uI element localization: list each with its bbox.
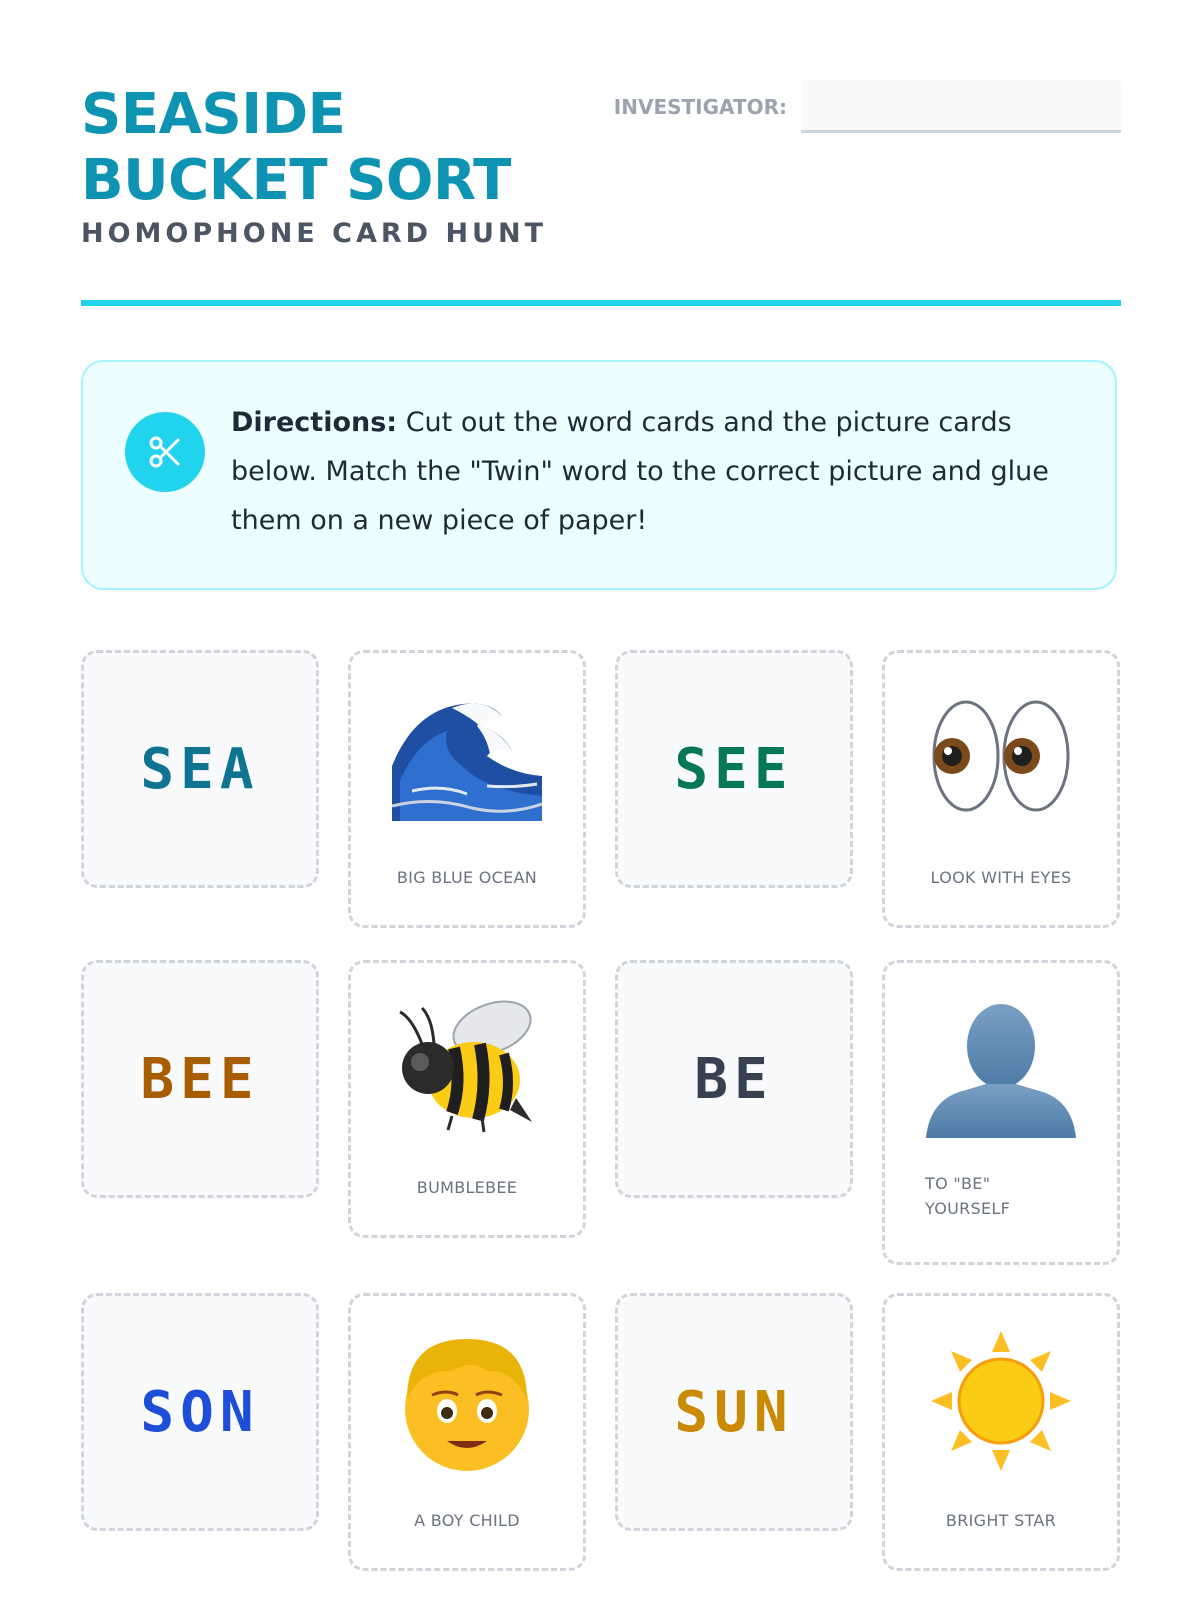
title-line-2: BUCKET SORT bbox=[81, 148, 511, 213]
picture-card-sun[interactable] bbox=[882, 1293, 1120, 1571]
picture-card-caption: BUMBLEBEE bbox=[416, 1178, 518, 1197]
word-card-son[interactable] bbox=[81, 1293, 319, 1531]
header-divider bbox=[81, 300, 1121, 306]
word-card-see[interactable] bbox=[615, 650, 853, 888]
word-card-bee[interactable] bbox=[81, 960, 319, 1198]
caption-line-1: TO "BE" bbox=[925, 1174, 991, 1193]
picture-card-caption bbox=[925, 1171, 1075, 1221]
caption-line-2: YOURSELF bbox=[925, 1199, 1011, 1218]
picture-card-ocean[interactable] bbox=[348, 650, 586, 928]
directions-label: Directions: bbox=[231, 407, 398, 438]
page-title bbox=[81, 82, 511, 214]
picture-card-bee[interactable] bbox=[348, 960, 586, 1238]
eyes-icon bbox=[885, 683, 1117, 833]
word-card-text: SUN bbox=[674, 1379, 794, 1445]
directions-text bbox=[231, 398, 1071, 545]
word-card-sea[interactable] bbox=[81, 650, 319, 888]
boy-icon bbox=[351, 1326, 583, 1476]
word-card-text: BE bbox=[694, 1046, 774, 1112]
investigator-block bbox=[614, 80, 1121, 133]
picture-card-caption: BIG BLUE OCEAN bbox=[396, 868, 538, 887]
picture-card-caption: LOOK WITH EYES bbox=[930, 868, 1072, 887]
picture-card-caption: A BOY CHILD bbox=[414, 1511, 520, 1530]
sun-icon bbox=[885, 1326, 1117, 1476]
word-card-text: SEE bbox=[674, 736, 794, 802]
bee-icon bbox=[351, 993, 583, 1143]
investigator-name-field[interactable] bbox=[801, 80, 1121, 133]
directions-body: Cut out the word cards and the picture cards below. Match the "Twin" word to the correct picture and glue them on a new piece of paper! bbox=[231, 407, 1049, 536]
picture-card-caption: BRIGHT STAR bbox=[945, 1511, 1057, 1530]
directions-box bbox=[81, 360, 1117, 590]
title-line-1: SEASIDE bbox=[81, 82, 346, 147]
word-card-be[interactable] bbox=[615, 960, 853, 1198]
page-subtitle: HOMOPHONE CARD HUNT bbox=[81, 218, 547, 249]
picture-card-person[interactable] bbox=[882, 960, 1120, 1265]
picture-card-boy[interactable] bbox=[348, 1293, 586, 1571]
word-card-text: BEE bbox=[140, 1046, 260, 1112]
worksheet-header bbox=[81, 0, 1121, 310]
word-card-sun[interactable] bbox=[615, 1293, 853, 1531]
worksheet-page bbox=[81, 0, 1121, 1530]
word-card-text: SON bbox=[140, 1379, 260, 1445]
ocean-wave-icon bbox=[351, 683, 583, 833]
picture-card-eyes[interactable] bbox=[882, 650, 1120, 928]
word-card-text: SEA bbox=[140, 736, 260, 802]
scissors-icon bbox=[125, 412, 205, 492]
investigator-label: INVESTIGATOR: bbox=[613, 95, 787, 119]
person-silhouette-icon bbox=[885, 993, 1117, 1143]
